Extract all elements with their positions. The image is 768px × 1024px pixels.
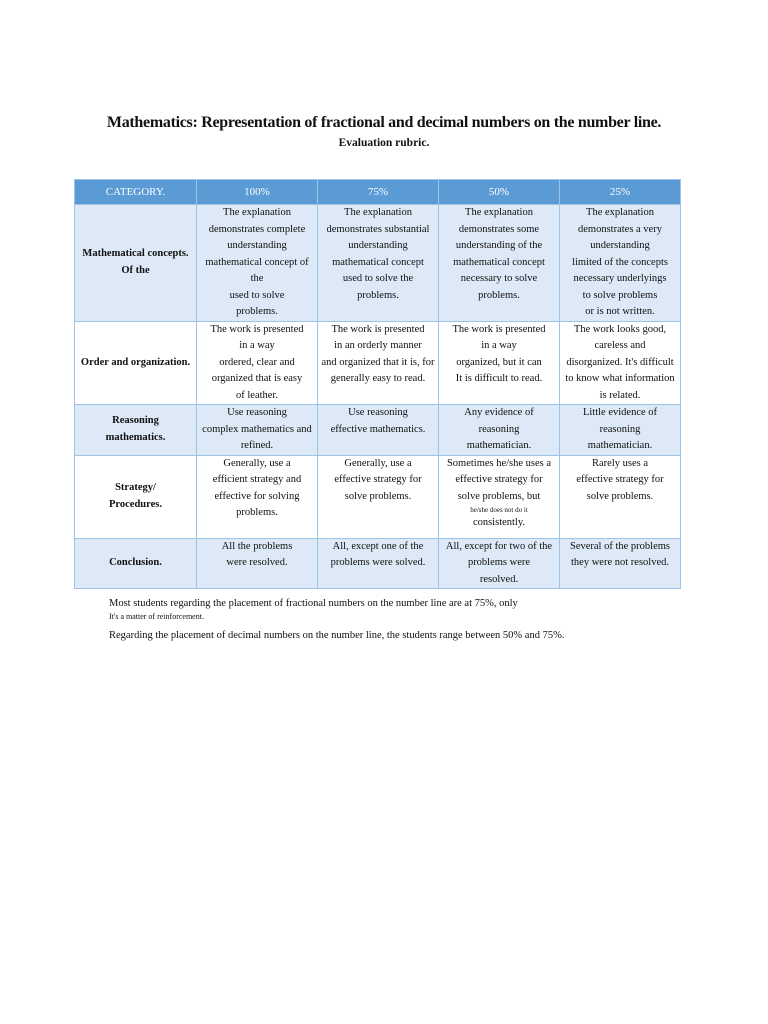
note-text: Most students regarding the placement of fractional numbers on the number line are at 75%, only (109, 598, 518, 609)
header-category: CATEGORY. (75, 180, 197, 205)
category-label: Reasoning mathematics. (75, 405, 197, 456)
category-label: Strategy/ Procedures. (75, 455, 197, 538)
rubric-cell: Use reasoning complex mathematics and refined. (197, 405, 318, 456)
rubric-cell: Use reasoning effective mathematics. (318, 405, 439, 456)
rubric-cell-footnote: he/she does not do it (470, 506, 528, 514)
header-25: 25% (560, 180, 681, 205)
rubric-cell: The work is presented in an orderly manner and organized that it is, for generally easy to read. (318, 321, 439, 405)
rubric-cell: The work looks good, careless and disorganized. It's difficult to know what information is related. (560, 321, 681, 405)
rubric-table (74, 179, 681, 589)
rubric-cell: Rarely uses a effective strategy for solve problems. (560, 455, 681, 538)
rubric-cell: Little evidence of reasoning mathematician. (560, 405, 681, 456)
note-subtext: It's a matter of reinforcement. (109, 612, 204, 621)
note-text: Regarding the placement of decimal numbers on the number line, the students range between 50% and 75%. (109, 630, 565, 641)
table-row (75, 321, 681, 405)
table-row (75, 538, 681, 589)
category-label: Order and organization. (75, 321, 197, 405)
rubric-cell: The explanation demonstrates substantial understanding mathematical concept used to solve the problems. (318, 205, 439, 322)
category-label: Mathematical concepts. Of the (75, 205, 197, 322)
rubric-cell: The explanation demonstrates a very understanding limited of the concepts necessary underlyings to solve problems or is not written. (560, 205, 681, 322)
table-row (75, 455, 681, 538)
table-row (75, 405, 681, 456)
rubric-cell: Generally, use a effective strategy for solve problems. (318, 455, 439, 538)
rubric-cell: The explanation demonstrates complete understanding mathematical concept of the used to solve problems. (197, 205, 318, 322)
category-label: Conclusion. (75, 538, 197, 589)
notes-list (92, 596, 732, 643)
rubric-cell: Several of the problems they were not resolved. (560, 538, 681, 589)
rubric-cell: Generally, use a efficient strategy and effective for solving problems. (197, 455, 318, 538)
table-row (75, 205, 681, 322)
list-item (92, 596, 732, 623)
header-75: 75% (318, 180, 439, 205)
rubric-cell: The work is presented in a way ordered, clear and organized that is easy of leather. (197, 321, 318, 405)
rubric-cell (439, 455, 560, 538)
document-title: Mathematics: Representation of fractional and decimal numbers on the number line. (106, 114, 662, 131)
rubric-cell: The explanation demonstrates some understanding of the mathematical concept necessary to solve problems. (439, 205, 560, 322)
rubric-cell-tail: consistently. (472, 517, 526, 528)
header-50: 50% (439, 180, 560, 205)
header-100: 100% (197, 180, 318, 205)
rubric-cell-text: Sometimes he/she uses a effective strategy for solve problems, but (446, 457, 552, 502)
rubric-cell: All the problems were resolved. (197, 538, 318, 589)
rubric-header-row (75, 180, 681, 205)
rubric-cell: All, except for two of the problems were resolved. (439, 538, 560, 589)
rubric-cell: The work is presented in a way organized, but it can It is difficult to read. (439, 321, 560, 405)
rubric-cell: Any evidence of reasoning mathematician. (439, 405, 560, 456)
document-subtitle: Evaluation rubric. (338, 137, 430, 149)
rubric-cell: All, except one of the problems were solved. (318, 538, 439, 589)
list-item (92, 628, 732, 643)
